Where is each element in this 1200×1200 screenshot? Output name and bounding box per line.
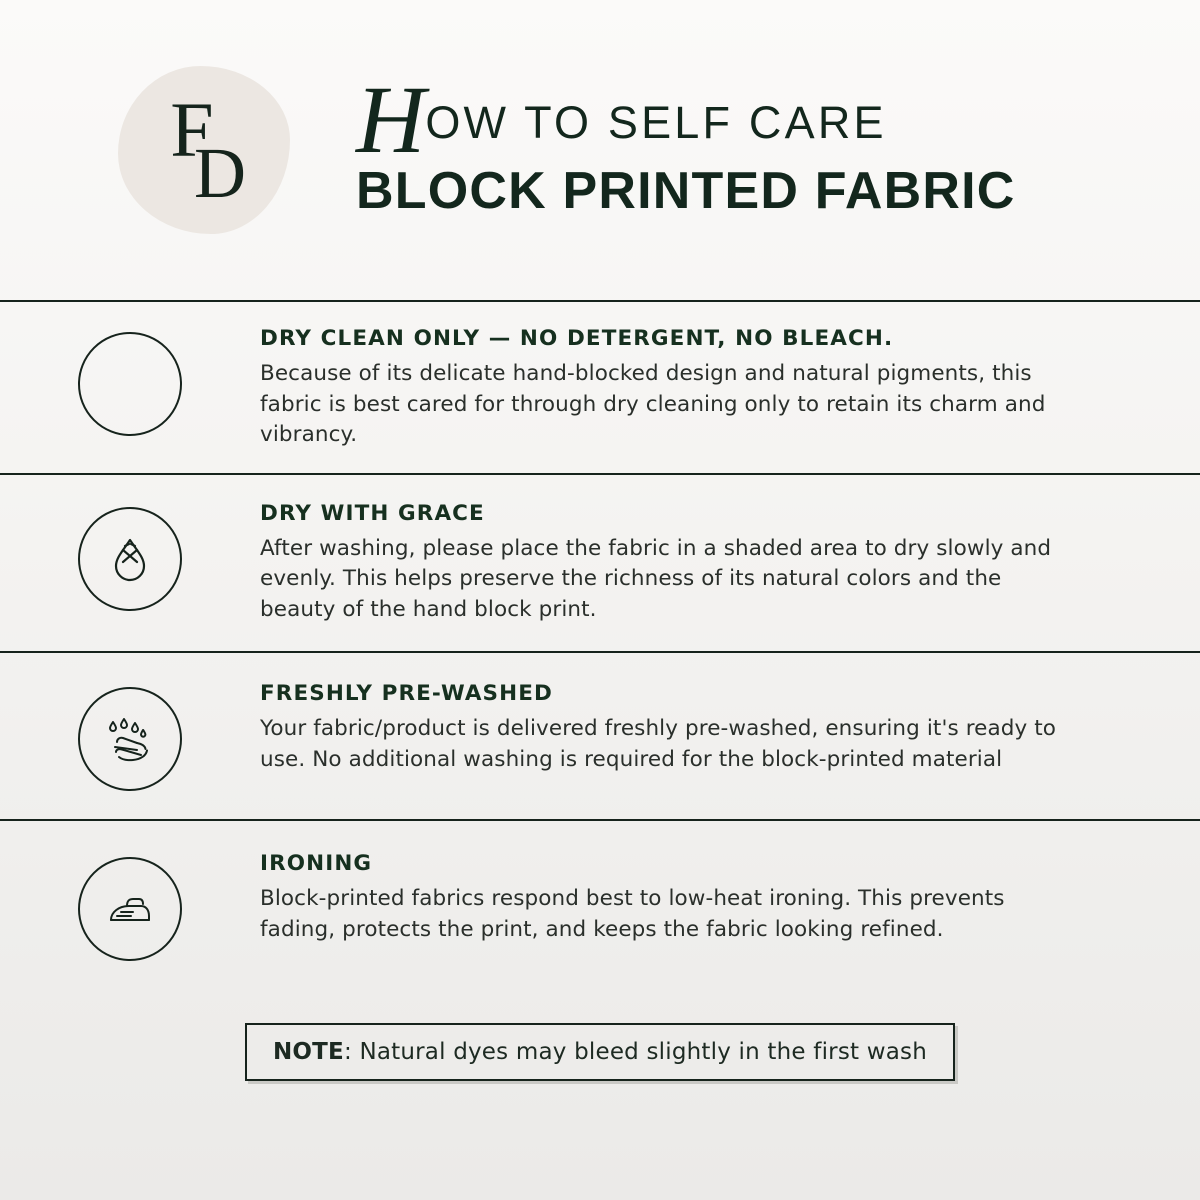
note-separator: :	[343, 1039, 360, 1066]
note-content	[273, 1039, 927, 1065]
page-header	[0, 0, 1200, 300]
logo-letter-d: D	[194, 133, 246, 213]
care-item-body: Your fabric/product is delivered freshly pre-washed, ensuring it's ready to use. No additional washing is required for the block-printed material	[260, 716, 1057, 772]
icon-cell	[0, 501, 260, 611]
care-item-title: DRY CLEAN ONLY — NO DETERGENT, NO BLEACH.	[260, 326, 894, 351]
care-item-body: Because of its delicate hand-blocked design and natural pigments, this fabric is best cared for through dry cleaning only to retain its charm and vibrancy.	[260, 361, 1046, 448]
note-box	[245, 1023, 955, 1081]
logo-letter-f: F	[170, 86, 214, 173]
care-item-body: Block-printed fabrics respond best to low-heat ironing. This prevents fading, protects the print, and keeps the fabric looking refined.	[260, 886, 1005, 942]
title-line-one	[356, 66, 1016, 174]
text-cell	[260, 326, 1140, 451]
page-title	[356, 66, 1016, 220]
care-item-row	[0, 302, 1200, 473]
title-line-one-text: OW TO SELF CARE	[425, 96, 887, 148]
hand-wash-icon	[78, 687, 182, 791]
iron-icon	[78, 857, 182, 961]
title-line-two: BLOCK PRINTED FABRIC	[356, 161, 1016, 220]
logo-monogram	[164, 86, 246, 213]
care-item-body: After washing, please place the fabric in a shaded area to dry slowly and evenly. This helps preserve the richness of its natural colors and the beauty of the hand block print.	[260, 535, 1052, 622]
icon-cell	[0, 681, 260, 791]
note-label: NOTE	[272, 1039, 344, 1066]
note-text: Natural dyes may bleed slightly in the first wash	[359, 1039, 928, 1066]
care-item-row	[0, 475, 1200, 652]
text-cell	[260, 681, 1140, 775]
care-item-title: IRONING	[260, 851, 373, 877]
circle-outline-icon	[78, 332, 182, 436]
icon-cell	[0, 326, 260, 436]
note-section	[0, 1023, 1200, 1081]
care-item-row	[0, 653, 1200, 819]
water-drop-no-wring-icon	[78, 507, 182, 611]
script-initial: H	[356, 66, 424, 174]
text-cell	[260, 501, 1140, 626]
brand-logo	[110, 58, 300, 243]
text-cell	[260, 851, 1140, 945]
care-item-row	[0, 821, 1200, 985]
icon-cell	[0, 851, 260, 961]
care-item-title: FRESHLY PRE-WASHED	[260, 681, 553, 707]
care-item-title: DRY WITH GRACE	[260, 500, 485, 526]
